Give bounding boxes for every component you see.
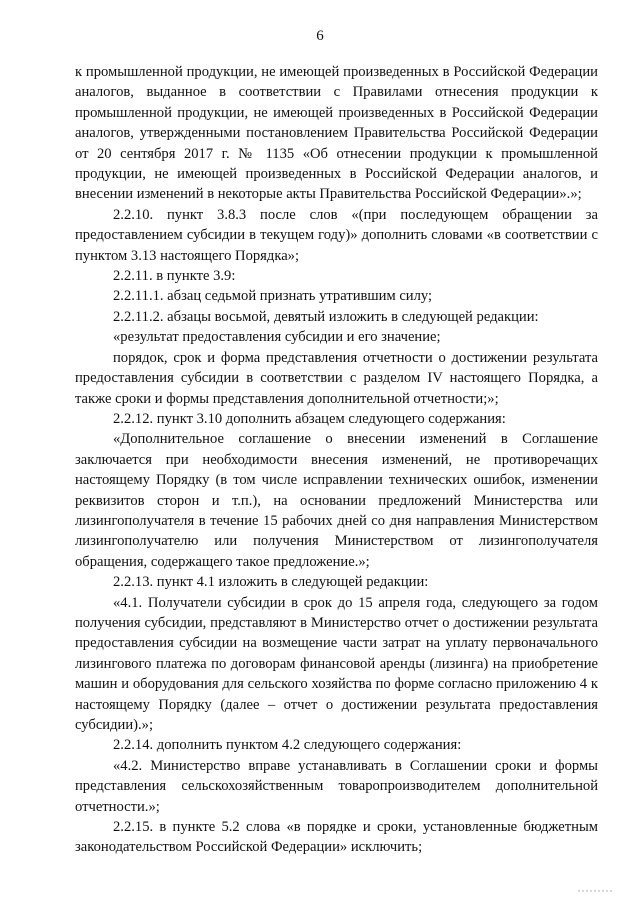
paragraph-5: 2.2.11.2. абзацы восьмой, девятый изложить в следующей редакции:	[113, 308, 539, 325]
paragraph-11: «4.1. Получатели субсидии в срок до 15 апреля года, следующего за годом получения субсидии, представляют в Министерство отчет о достижении результата предоставления субсидии на возмещение части затрат на уплату первоначального лизингового платежа по договорам финансовой аренды (лизинга) на приобретение машин и оборудования для сельского хозяйства по форме согласно приложению 4 к настоящему Порядку (далее – отчет о достижении результата предоставления субсидии).»;	[75, 594, 598, 733]
paragraph-1: к промышленной продукции, не имеющей произведенных в Российской Федерации аналогов, выданное в соответствии с Правилами отнесения продукции к промышленной продукции, не имеющей произведенных в Российской Федерации аналогов, утвержденными постановлением Правительства Российской Федерации от 20 сентября 2017 г. № 1135 «Об отнесении продукции к промышленной продукции, не имеющей произведенных в Российской Федерации аналогов, и внесении изменений в некоторые акты Правительства Российской Федерации».»;	[75, 64, 598, 203]
paragraph-7: порядок, срок и форма представления отчетности о достижении результата предоставления субсидии в соответствии с разделом IV настоящего Порядка, а также сроки и формы представления дополнительной отчетности;»;	[75, 349, 598, 407]
paragraph-9: «Дополнительное соглашение о внесении изменений в Соглашение заключается при необходимости внесения изменений, не противоречащих настоящему Порядку (в том числе исправлении технических ошибок, изменении реквизитов сторон и т.п.), на основании предложений Министерства или лизингополучателя в течение 15 рабочих дней со дня направления Министерством лизингополучателю или получения Министерством от лизингополучателя обращения, содержащего такое предложение.»;	[75, 431, 598, 570]
paragraph-12: 2.2.14. дополнить пунктом 4.2 следующего содержания:	[113, 737, 462, 754]
paragraph-13: «4.2. Министерство вправе устанавливать в Соглашении сроки и формы представления сельскохозяйственным товаропроизводителем дополнительной отчетности.»;	[75, 757, 598, 815]
paragraph-2: 2.2.10. пункт 3.8.3 после слов «(при последующем обращении за предоставлением субсидии в текущем году)» дополнить словами «в соответствии с пунктом 3.13 настоящего Порядка»;	[75, 206, 598, 264]
document-body	[75, 62, 598, 858]
page-number: 6	[316, 28, 324, 44]
scan-mark	[578, 890, 612, 892]
paragraph-14: 2.2.15. в пункте 5.2 слова «в порядке и сроки, установленные бюджетным законодательством Российской Федерации» исключить;	[75, 819, 598, 856]
paragraph-8: 2.2.12. пункт 3.10 дополнить абзацем следующего содержания:	[113, 410, 506, 427]
paragraph-6: «результат предоставления субсидии и его значение;	[113, 329, 441, 346]
paragraph-10: 2.2.13. пункт 4.1 изложить в следующей редакции:	[113, 574, 429, 591]
paragraph-4: 2.2.11.1. абзац седьмой признать утратившим силу;	[113, 288, 433, 305]
paragraph-3: 2.2.11. в пункте 3.9:	[113, 268, 236, 285]
